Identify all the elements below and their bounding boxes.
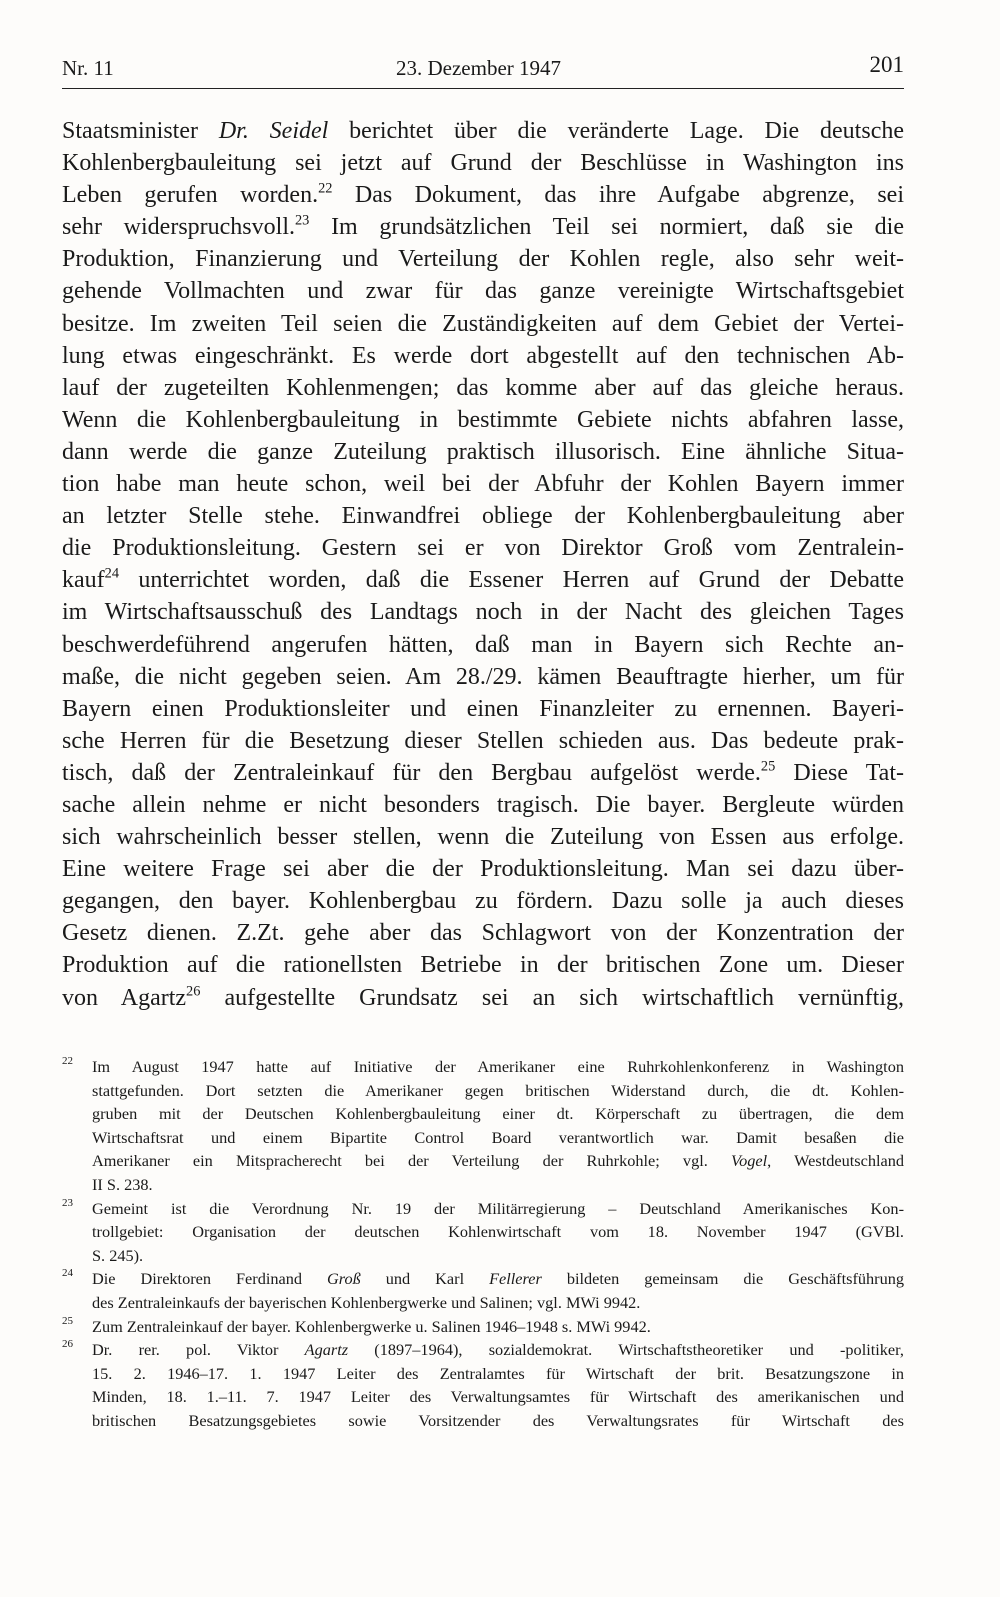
footnote-number: 24 bbox=[62, 1267, 73, 1280]
footnote-number: 26 bbox=[62, 1338, 73, 1351]
body-line: Produktion, Finanzierung und Verteilung der Kohlen regle, also sehr weit- bbox=[62, 246, 904, 273]
italic-name: Dr. Seidel bbox=[218, 118, 329, 144]
running-header bbox=[62, 52, 904, 89]
body-line: tion habe man heute schon, weil bei der Abfuhr der Kohlen Bayern immer bbox=[62, 471, 904, 498]
footnote-reference: 25 bbox=[760, 758, 776, 775]
body-line: sich wahrscheinlich besser stellen, wenn die Zuteilung von Essen aus erfolge. bbox=[62, 824, 904, 851]
footnote bbox=[62, 1315, 904, 1339]
footnote-line: Dr. rer. pol. Viktor Agartz (1897–1964), sozialdemokrat. Wirtschaftstheoretiker und -politiker, bbox=[92, 1340, 904, 1360]
issue-number: Nr. 11 bbox=[62, 56, 114, 80]
body-line: Staatsminister Dr. Seidel berichtet über die veränderte Lage. Die deutsche bbox=[62, 118, 904, 144]
footnote-line: S. 245). bbox=[92, 1245, 144, 1265]
footnote-number: 23 bbox=[62, 1196, 73, 1209]
footnote-line: II S. 238. bbox=[92, 1174, 153, 1194]
footnote-number: 22 bbox=[62, 1055, 73, 1067]
body-line: lung etwas eingeschränkt. Es werde dort abgestellt auf den technischen Ab- bbox=[62, 342, 904, 369]
italic-name: Vogel bbox=[730, 1151, 768, 1171]
footnote bbox=[62, 1055, 904, 1197]
body-line: Kohlenbergbauleitung sei jetzt auf Grund der Beschlüsse in Washington ins bbox=[62, 150, 904, 177]
body-line: dann werde die ganze Zuteilung praktisch illusorisch. Eine ähnliche Situa- bbox=[62, 438, 904, 465]
footnote-line: Minden, 18. 1.–11. 7. 1947 Leiter des Verwaltungsamtes für Wirtschaft des amerikanischen und bbox=[92, 1387, 904, 1407]
body-line: von Agartz$^{26}$ aufgestellte Grundsatz sei an sich wirtschaftlich vernünftig, bbox=[62, 983, 904, 1011]
body-line: Eine weitere Frage sei aber die der Produktionsleitung. Man sei dazu über- bbox=[62, 856, 904, 883]
body-line: gehende Vollmachten und zwar für das ganze vereinigte Wirtschaftsgebiet bbox=[62, 278, 904, 305]
body-line: gegangen, den bayer. Kohlenbergbau zu fördern. Dazu solle ja auch dieses bbox=[62, 888, 904, 915]
body-line: sche Herren für die Besetzung dieser Stellen schieden aus. Das bedeute prak- bbox=[62, 727, 904, 754]
body-line: sehr widerspruchsvoll.$^{23}$ Im grundsätzlichen Teil sei normiert, daß sie die bbox=[62, 212, 904, 241]
body-line: beschwerdeführend angerufen hätten, daß man in Bayern sich Rechte an- bbox=[62, 631, 904, 658]
footnote-line: Zum Zentraleinkauf der bayer. Kohlenbergwerke u. Salinen 1946–1948 s. MWi 9942. bbox=[92, 1316, 651, 1336]
footnote-reference: 23 bbox=[294, 212, 310, 229]
body-line: sache allein nehme er nicht besonders tragisch. Die bayer. Bergleute würden bbox=[62, 791, 904, 818]
body-line: die Produktionsleitung. Gestern sei er von Direktor Groß vom Zentralein- bbox=[62, 535, 904, 562]
footnote-line: gruben mit der Deutschen Kohlenbergbauleitung einer dt. Körperschaft zu übertragen, die dem bbox=[92, 1104, 904, 1124]
italic-name: Fellerer bbox=[489, 1269, 542, 1289]
footnote bbox=[62, 1197, 904, 1268]
italic-name: Groß bbox=[327, 1269, 361, 1289]
footnotes bbox=[62, 1055, 904, 1433]
body-line: Wenn die Kohlenbergbauleitung in bestimmte Gebiete nichts abfahren lasse, bbox=[62, 406, 904, 433]
footnote-reference: 24 bbox=[104, 565, 120, 582]
footnote-line: des Zentraleinkaufs der bayerischen Kohlenbergwerke und Salinen; vgl. MWi 9942. bbox=[92, 1292, 641, 1312]
body-line: besitze. Im zweiten Teil seien die Zuständigkeiten auf dem Gebiet der Vertei- bbox=[62, 310, 904, 337]
body-text bbox=[62, 115, 904, 1014]
footnote-reference: 22 bbox=[318, 180, 333, 197]
body-line: kauf$^{24}$ unterrichtet worden, daß die Essener Herren auf Grund der Debatte bbox=[62, 565, 904, 594]
body-line: an letzter Stelle stehe. Einwandfrei obliege der Kohlenbergbauleitung aber bbox=[62, 503, 904, 530]
body-line: tisch, daß der Zentraleinkauf für den Bergbau aufgelöst werde.$^{25}$ Diese Tat- bbox=[62, 758, 904, 786]
body-line: Leben gerufen worden.$^{22}$ Das Dokument, das ihre Aufgabe abgrenze, sei bbox=[62, 180, 904, 209]
footnote-line: Amerikaner ein Mitspracherecht bei der Verteilung der Ruhrkohle; vgl. Vogel, Westdeutschland bbox=[92, 1151, 904, 1171]
footnote-line: trollgebiet: Organisation der deutschen Kohlenwirtschaft vom 18. November 1947 (GVBl. bbox=[92, 1222, 904, 1242]
italic-name: Agartz bbox=[304, 1340, 349, 1360]
body-line: im Wirtschaftsausschuß des Landtags noch in der Nacht des gleichen Tages bbox=[62, 599, 904, 626]
footnote-line: Die Direktoren Ferdinand Groß und Karl Fellerer bildeten gemeinsam die Geschäftsführung bbox=[92, 1269, 904, 1289]
body-line: Gesetz dienen. Z.Zt. gehe aber das Schlagwort von der Konzentration der bbox=[62, 920, 904, 947]
body-line: Bayern einen Produktionsleiter und einen Finanzleiter zu ernennen. Bayeri- bbox=[62, 695, 904, 722]
footnote-line: Im August 1947 hatte auf Initiative der Amerikaner eine Ruhrkohlenkonferenz in Washington bbox=[92, 1057, 904, 1076]
footnote-line: stattgefunden. Dort setzten die Amerikaner gegen britischen Widerstand durch, die dt. Kohlen- bbox=[92, 1080, 904, 1100]
footnote-line: Wirtschaftsrat und einem Bipartite Control Board verantwortlich war. Damit besaßen die bbox=[92, 1127, 904, 1147]
footnote bbox=[62, 1267, 904, 1314]
body-line: lauf der zugeteilten Kohlenmengen; das komme aber auf das gleiche heraus. bbox=[62, 374, 904, 401]
footnote-line: britischen Besatzungsgebietes sowie Vorsitzender des Verwaltungsrates für Wirtschaft des bbox=[92, 1410, 904, 1430]
footnote-reference: 26 bbox=[186, 983, 201, 1000]
header-date: 23. Dezember 1947 bbox=[396, 56, 562, 80]
footnote-number: 25 bbox=[62, 1314, 73, 1327]
body-line: maße, die nicht gegeben seien. Am 28./29. kämen Beauftragte hierher, um für bbox=[62, 663, 904, 690]
footnote bbox=[62, 1338, 904, 1432]
body-line: Produktion auf die rationellsten Betriebe in der britischen Zone um. Dieser bbox=[62, 952, 904, 979]
page-number: 201 bbox=[869, 52, 904, 77]
footnote-line: Gemeint ist die Verordnung Nr. 19 der Militärregierung – Deutschland Amerikanisches Kon- bbox=[92, 1198, 904, 1218]
footnote-line: 15. 2. 1946–17. 1. 1947 Leiter des Zentralamtes für Wirtschaft der brit. Besatzungszone in bbox=[92, 1363, 904, 1383]
